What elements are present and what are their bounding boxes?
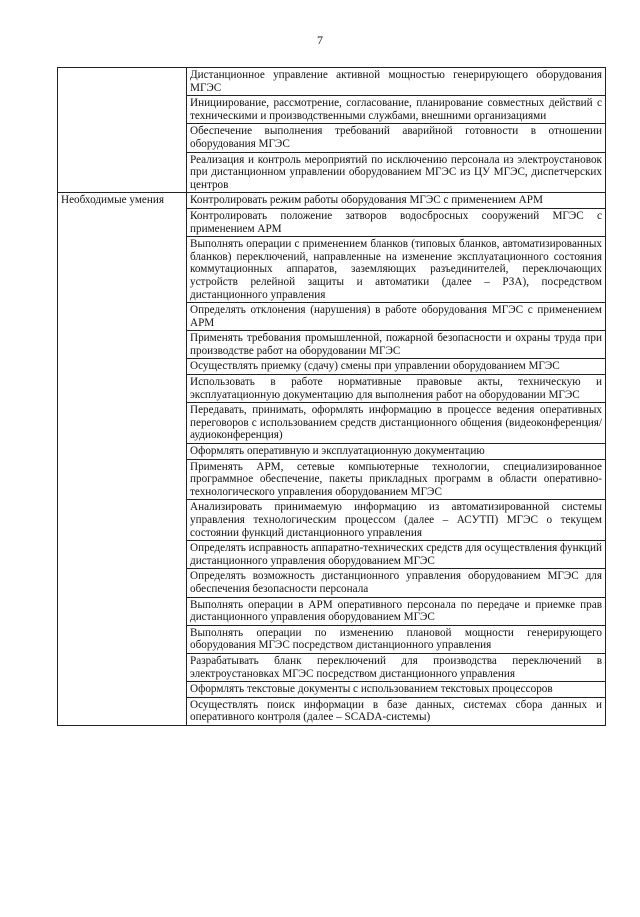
item-cell: Применять АРМ, сетевые компьютерные технологии, специализированное программное обеспечение, пакеты прикладных программ в области оперативно-технологического управления оборудованием МГЭС — [187, 459, 606, 500]
item-cell: Дистанционное управление активной мощностью генерирующего оборудования МГЭС — [187, 68, 606, 96]
table-row — [58, 193, 606, 209]
item-cell: Осуществлять поиск информации в базе данных, системах сбора данных и оперативного контроля (далее – SCADA-системы) — [187, 697, 606, 725]
item-cell: Реализация и контроль мероприятий по исключению персонала из электроустановок при дистанционном управлении оборудованием МГЭС из ЦУ МГЭС, диспетчерских центров — [187, 152, 606, 193]
item-cell: Оформлять текстовые документы с использованием текстовых процессоров — [187, 682, 606, 698]
item-cell: Контролировать режим работы оборудования МГЭС с применением АРМ — [187, 193, 606, 209]
item-cell: Передавать, принимать, оформлять информацию в процессе ведения оперативных переговоров с использованием средств дистанционного общения (видеоконференция/аудиоконференция) — [187, 403, 606, 444]
item-cell: Применять требования промышленной, пожарной безопасности и охраны труда при производстве работ на оборудовании МГЭС — [187, 331, 606, 359]
item-cell: Выполнять операции в АРМ оперативного персонала по передаче и приемке прав дистанционного управления оборудованием МГЭС — [187, 597, 606, 625]
section-heading-cell: Необходимые умения — [58, 193, 187, 726]
item-cell: Контролировать положение затворов водосбросных сооружений МГЭС с применением АРМ — [187, 208, 606, 236]
item-cell: Оформлять оперативную и эксплуатационную документацию — [187, 444, 606, 460]
item-cell: Определять отклонения (нарушения) в работе оборудования МГЭС с применением АРМ — [187, 303, 606, 331]
item-cell: Осуществлять приемку (сдачу) смены при управлении оборудованием МГЭС — [187, 359, 606, 375]
item-cell: Использовать в работе нормативные правовые акты, техническую и эксплуатационную документацию для выполнения работ на оборудовании МГЭС — [187, 375, 606, 403]
item-cell: Инициирование, рассмотрение, согласование, планирование совместных действий с техническими и производственными службами, внешними организациями — [187, 96, 606, 124]
item-cell: Анализировать принимаемую информацию из автоматизированной системы управления технологическим процессом (далее – АСУТП) МГЭС о текущем состоянии функций дистанционного управления — [187, 500, 606, 541]
item-cell: Определять возможность дистанционного управления оборудованием МГЭС для обеспечения безопасности персонала — [187, 569, 606, 597]
skills-table — [57, 67, 606, 726]
section-heading-cell — [58, 68, 187, 193]
item-cell: Выполнять операции с применением бланков (типовых бланков, автоматизированных бланков) переключений, направленные на изменение эксплуатационного состояния коммутационных аппаратов, заземляющих разъединителей, переключающих устройств релейной защиты и автоматики (далее – РЗА), посредством дистанционного управления — [187, 237, 606, 303]
item-cell: Обеспечение выполнения требований аварийной готовности в отношении оборудования МГЭС — [187, 124, 606, 152]
skills-table-body — [58, 68, 606, 726]
table-row — [58, 68, 606, 96]
page-number: 7 — [317, 33, 323, 47]
item-cell: Выполнять операции по изменению плановой мощности генерирующего оборудования МГЭС посредством дистанционного управления — [187, 625, 606, 653]
item-cell: Разрабатывать бланк переключений для производства переключений в электроустановках МГЭС посредством дистанционного управления — [187, 653, 606, 681]
item-cell: Определять исправность аппаратно-технических средств для осуществления функций дистанционного управления оборудованием МГЭС — [187, 541, 606, 569]
